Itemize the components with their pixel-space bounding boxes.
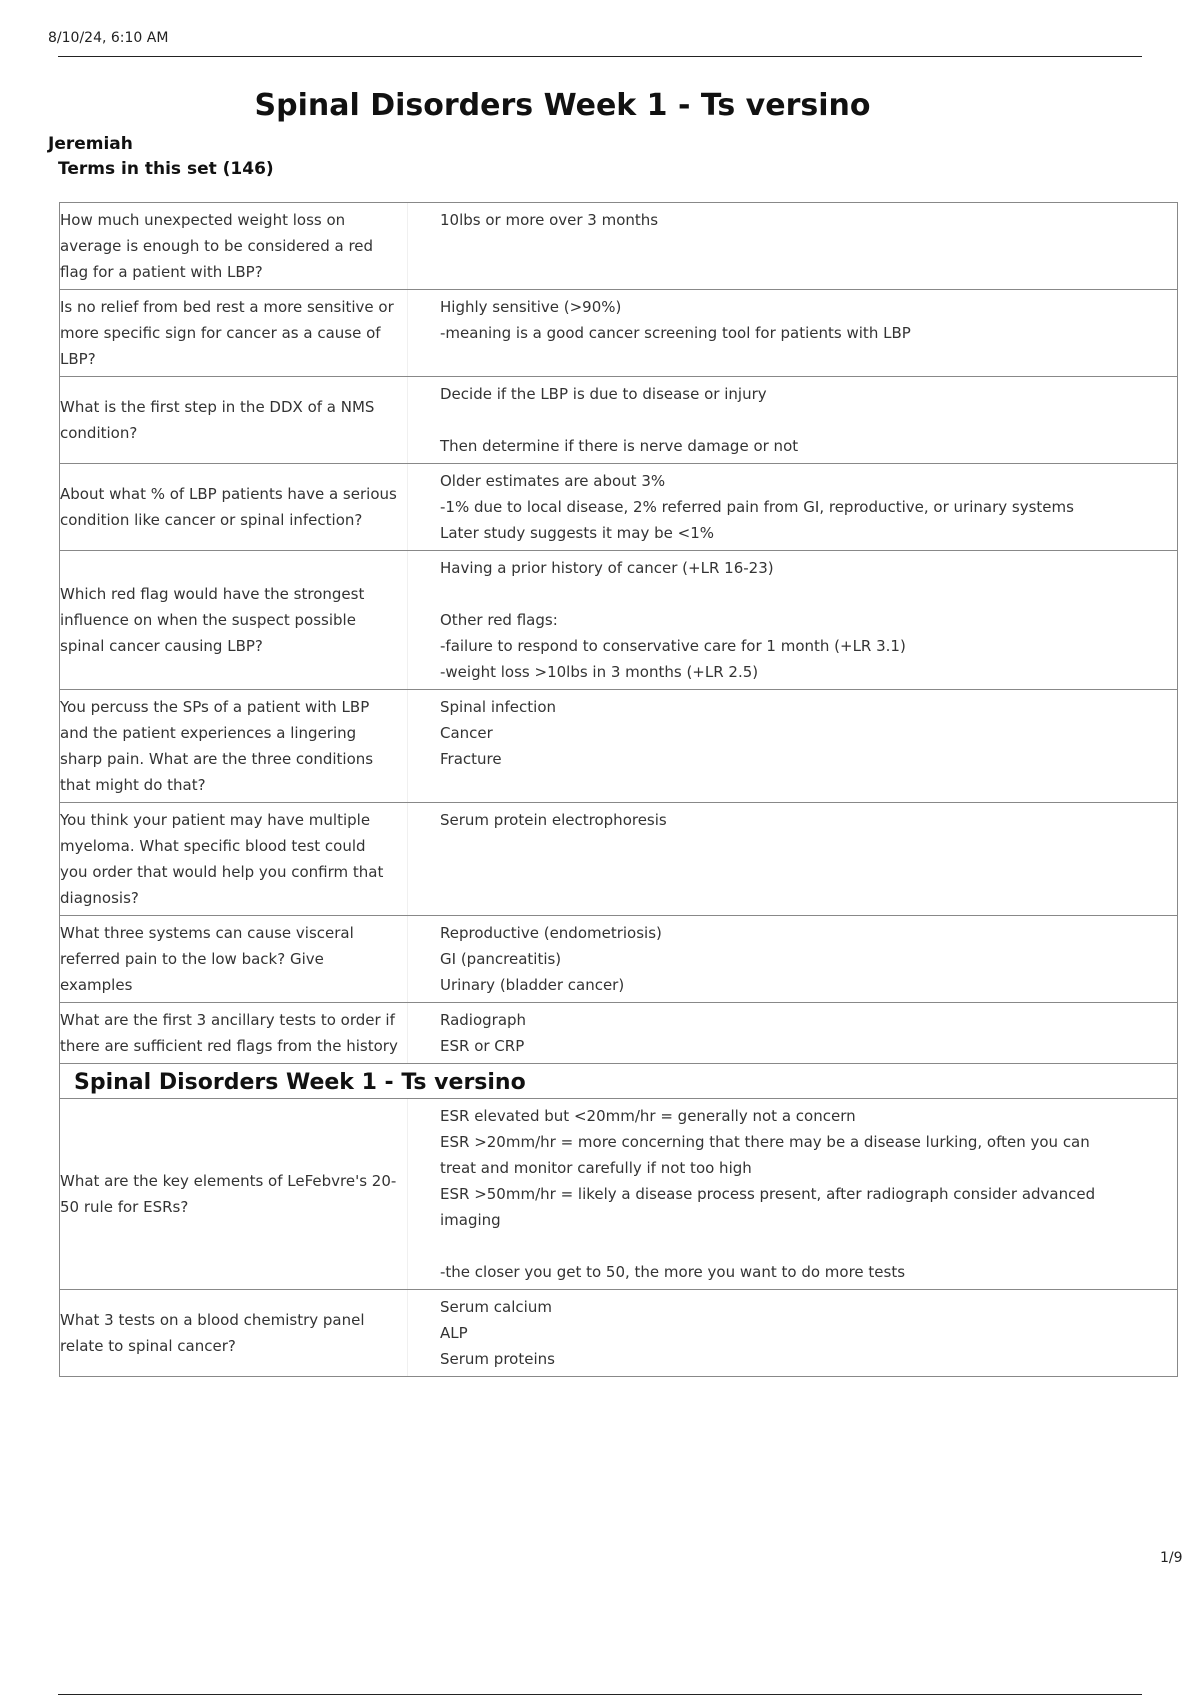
term-question <box>60 203 408 290</box>
flashcard-row <box>60 290 1178 377</box>
flashcard-row <box>60 1290 1178 1377</box>
term-question <box>60 1003 408 1064</box>
question-line: sharp pain. What are the three conditions <box>60 750 374 768</box>
term-question <box>60 1290 408 1377</box>
answer-line: -failure to respond to conservative care for 1 month (+LR 3.1) <box>440 637 906 655</box>
answer-line: ESR >20mm/hr = more concerning that there may be a disease lurking, often you can <box>440 1133 1090 1151</box>
answer-line: imaging <box>440 1211 501 1229</box>
question-line: Is no relief from bed rest a more sensitive or <box>60 298 394 316</box>
question-line: How much unexpected weight loss on <box>60 211 346 229</box>
question-line: more specific sign for cancer as a cause of <box>60 324 381 342</box>
question-line: influence on when the suspect possible <box>60 611 356 629</box>
term-question <box>60 1099 408 1290</box>
answer-line: -meaning is a good cancer screening tool for patients with LBP <box>440 324 911 342</box>
answer-line: Highly sensitive (>90%) <box>440 298 622 316</box>
question-line: spinal cancer causing LBP? <box>60 637 263 655</box>
page-number: 1/9 <box>1160 1550 1183 1566</box>
question-line: What is the first step in the DDX of a NMS <box>60 398 375 416</box>
page-title: Spinal Disorders Week 1 - Ts versino <box>254 88 871 123</box>
answer-line: ESR or CRP <box>440 1037 525 1055</box>
answer-line: Serum protein electrophoresis <box>440 811 667 829</box>
question-line: there are sufficient red flags from the history <box>60 1037 398 1055</box>
question-line: What three systems can cause visceral <box>60 924 354 942</box>
answer-line: Decide if the LBP is due to disease or injury <box>440 385 767 403</box>
answer-line: ESR >50mm/hr = likely a disease process present, after radiograph consider advanced <box>440 1185 1096 1203</box>
answer-line <box>440 581 1177 607</box>
flashcard-table <box>59 202 1178 1377</box>
answer-line: Cancer <box>440 724 493 742</box>
answer-line: -1% due to local disease, 2% referred pain from GI, reproductive, or urinary systems <box>440 498 1074 516</box>
answer-line: Serum calcium <box>440 1298 552 1316</box>
answer-line: Spinal infection <box>440 698 557 716</box>
term-answer <box>408 1290 1178 1377</box>
term-answer <box>408 203 1178 290</box>
term-question <box>60 803 408 916</box>
question-line: average is enough to be considered a red <box>60 237 374 255</box>
answer-line: Radiograph <box>440 1011 527 1029</box>
question-line: About what % of LBP patients have a serious <box>60 485 397 503</box>
question-line: condition? <box>60 424 138 442</box>
question-line: that might do that? <box>60 776 206 794</box>
question-line: You percuss the SPs of a patient with LBP <box>60 698 370 716</box>
answer-line: Fracture <box>440 750 502 768</box>
question-line: What are the key elements of LeFebvre's 20- <box>60 1172 397 1190</box>
terms-count: Terms in this set (146) <box>58 159 274 179</box>
section-title: Spinal Disorders Week 1 - Ts versino <box>74 1070 526 1095</box>
question-line: referred pain to the low back? Give <box>60 950 324 968</box>
question-line: LBP? <box>60 350 96 368</box>
answer-line: Having a prior history of cancer (+LR 16-23) <box>440 559 774 577</box>
section-row <box>60 1064 1178 1099</box>
question-line: myeloma. What specific blood test could <box>60 837 366 855</box>
footer-divider <box>58 1694 1142 1695</box>
flashcard-row <box>60 803 1178 916</box>
answer-line: Other red flags: <box>440 611 558 629</box>
question-line: you order that would help you confirm that <box>60 863 384 881</box>
term-question <box>60 551 408 690</box>
question-line: and the patient experiences a lingering <box>60 724 357 742</box>
flashcard-row <box>60 203 1178 290</box>
flashcard-row <box>60 551 1178 690</box>
answer-line: Serum proteins <box>440 1350 555 1368</box>
term-answer <box>408 1003 1178 1064</box>
answer-line: -the closer you get to 50, the more you want to do more tests <box>440 1263 906 1281</box>
term-question <box>60 916 408 1003</box>
question-line: What 3 tests on a blood chemistry panel <box>60 1311 365 1329</box>
answer-line: Later study suggests it may be <1% <box>440 524 714 542</box>
answer-line: treat and monitor carefully if not too high <box>440 1159 752 1177</box>
term-answer <box>408 377 1178 464</box>
term-answer <box>408 916 1178 1003</box>
flashcard-row <box>60 1003 1178 1064</box>
question-line: flag for a patient with LBP? <box>60 263 263 281</box>
flashcard-row <box>60 1099 1178 1290</box>
term-answer <box>408 551 1178 690</box>
term-answer <box>408 690 1178 803</box>
flashcard-row <box>60 916 1178 1003</box>
answer-line: ESR elevated but <20mm/hr = generally not a concern <box>440 1107 856 1125</box>
question-line: What are the first 3 ancillary tests to order if <box>60 1011 395 1029</box>
answer-line: Urinary (bladder cancer) <box>440 976 625 994</box>
answer-line: Reproductive (endometriosis) <box>440 924 662 942</box>
term-question <box>60 690 408 803</box>
question-line: diagnosis? <box>60 889 139 907</box>
author-name: Jeremiah <box>48 134 133 154</box>
question-line: You think your patient may have multiple <box>60 811 371 829</box>
answer-line: GI (pancreatitis) <box>440 950 562 968</box>
term-answer <box>408 464 1178 551</box>
question-line: 50 rule for ESRs? <box>60 1198 189 1216</box>
answer-line: -weight loss >10lbs in 3 months (+LR 2.5) <box>440 663 759 681</box>
answer-line: ALP <box>440 1324 468 1342</box>
term-question <box>60 377 408 464</box>
answer-line <box>440 1233 1177 1259</box>
answer-line: 10lbs or more over 3 months <box>440 211 659 229</box>
question-line: examples <box>60 976 133 994</box>
term-answer <box>408 290 1178 377</box>
question-line: condition like cancer or spinal infection? <box>60 511 363 529</box>
print-timestamp: 8/10/24, 6:10 AM <box>48 30 169 46</box>
answer-line: Older estimates are about 3% <box>440 472 666 490</box>
question-line: relate to spinal cancer? <box>60 1337 236 1355</box>
answer-line <box>440 407 1177 433</box>
header-divider <box>58 56 1142 57</box>
term-question <box>60 290 408 377</box>
answer-line: Then determine if there is nerve damage or not <box>440 437 799 455</box>
term-answer <box>408 803 1178 916</box>
term-question <box>60 464 408 551</box>
flashcard-row <box>60 690 1178 803</box>
flashcard-row <box>60 464 1178 551</box>
flashcard-row <box>60 377 1178 464</box>
term-answer <box>408 1099 1178 1290</box>
question-line: Which red flag would have the strongest <box>60 585 365 603</box>
